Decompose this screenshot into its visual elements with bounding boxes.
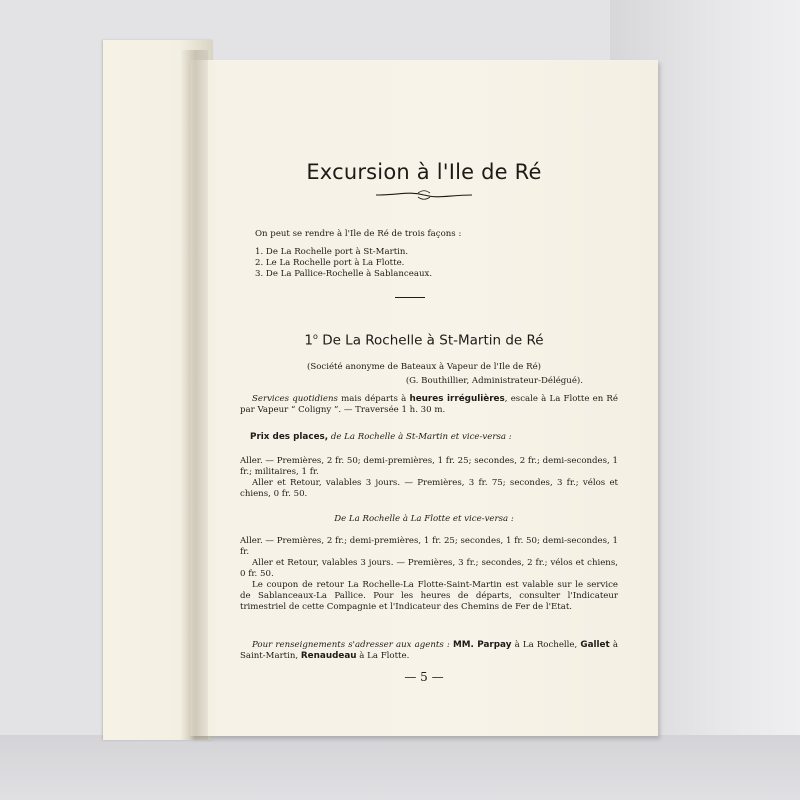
agent-3: Renaudeau bbox=[300, 651, 357, 661]
aller-2: Aller. — Premières, 2 fr.; demi-premières, 1 fr. 25; secondes, 1 fr. 50; demi-secondes, 1 fr. bbox=[240, 536, 618, 557]
page-number: — 5 — bbox=[404, 670, 444, 684]
section-heading-text: De La Rochelle à St-Martin de Ré bbox=[322, 332, 544, 349]
company-line: (Société anonyme de Bateaux à Vapeur de l'Ile de Ré) bbox=[306, 362, 542, 372]
agent-1-place: à La Rochelle, bbox=[511, 640, 581, 650]
list-item: 3. De La Pallice-Rochelle à Sablanceaux. bbox=[255, 269, 433, 279]
title-ornament bbox=[374, 188, 474, 202]
agent-1: MM. Parpay bbox=[452, 640, 512, 650]
services-mid: mais départs à bbox=[337, 394, 410, 404]
booklet-page bbox=[190, 60, 658, 736]
services-rest: , escale à La Flotte en Ré par Vapeur “ Coligny ”. — Traversée 1 h. 30 m. bbox=[240, 394, 618, 415]
section-heading bbox=[190, 332, 658, 349]
retour-2: Aller et Retour, valables 3 jours. — Premières, 3 fr.; secondes, 2 fr.; vélos et chiens, 0 fr. 50. bbox=[240, 558, 618, 579]
agents-italic: Pour renseignements s'adresser aux agents : bbox=[252, 640, 453, 650]
list-item: 2. Le La Rochelle port à La Flotte. bbox=[255, 258, 405, 268]
fares-block-1 bbox=[240, 456, 618, 500]
coupon-text: Le coupon de retour La Rochelle-La Flotte-Saint-Martin est valable sur le service de Sablanceaux-La Pallice. Pour les heures de départs, consulter l'Indicateur trimestriel de cette Compagnie et l'Indicateur des Chemins de Fer de l'Etat. bbox=[240, 580, 618, 612]
services-paragraph bbox=[240, 394, 618, 416]
list-item: 1. De La Rochelle port à St-Martin. bbox=[255, 247, 409, 257]
agent-3-place: à La Flotte. bbox=[356, 651, 410, 661]
services-bold: heures irrégulières bbox=[409, 394, 505, 404]
director-line: (G. Bouthillier, Administrateur-Délégué). bbox=[405, 376, 583, 386]
services-italic: Services quotidiens bbox=[252, 394, 338, 404]
aller-1: Aller. — Premières, 2 fr. 50; demi-premières, 1 fr. 25; secondes, 2 fr.; demi-secondes, 1 fr.; militaires, 1 fr. bbox=[240, 456, 618, 477]
retour-1: Aller et Retour, valables 3 jours. — Premières, 3 fr. 75; secondes, 3 fr.; vélos et chiens, 0 fr. 50. bbox=[240, 478, 618, 499]
prix-bold: Prix des places, bbox=[250, 432, 329, 442]
agent-2: Gallet bbox=[580, 640, 610, 650]
fares-block-2 bbox=[240, 536, 618, 613]
background-bottom bbox=[0, 735, 800, 800]
prix-italic: de La Rochelle à St-Martin et vice-versa : bbox=[328, 432, 512, 442]
agents-paragraph bbox=[240, 640, 618, 662]
prix-heading bbox=[250, 432, 512, 442]
page-title: Excursion à l'Ile de Ré bbox=[306, 160, 542, 184]
section-divider bbox=[395, 297, 425, 298]
section-number-sup: o bbox=[312, 332, 318, 341]
intro-text: On peut se rendre à l'Ile de Ré de trois façons : bbox=[255, 229, 462, 239]
book-spine-shadow bbox=[180, 50, 208, 740]
sub-heading: De La Rochelle à La Flotte et vice-versa : bbox=[334, 514, 514, 524]
agent-2-place: à Saint-Martin, bbox=[240, 640, 618, 661]
section-number: 1 bbox=[304, 332, 313, 349]
route-list bbox=[255, 247, 432, 280]
